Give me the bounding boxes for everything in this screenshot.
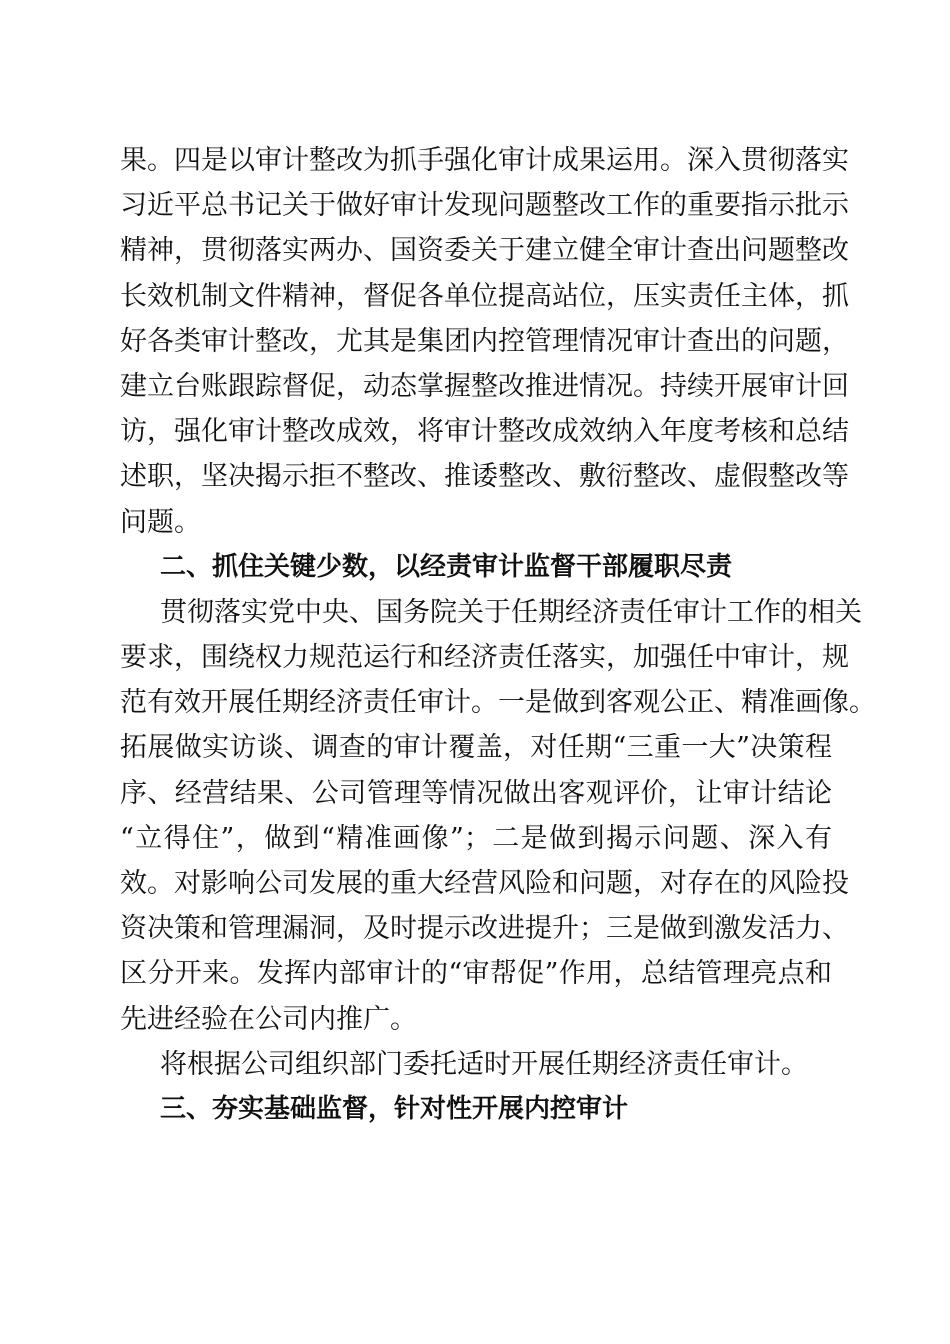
paragraph-line: 问题。: [120, 506, 201, 538]
paragraph-line: 述职，坚决揭示拒不整改、推诿整改、敷衍整改、虚假整改等: [120, 461, 849, 493]
paragraph-line: 资决策和管理漏洞，及时提示改进提升；三是做到激发活力、: [120, 913, 849, 945]
paragraph-line: 拓展做实访谈、调查的审计覆盖，对任期“三重一大”决策程: [120, 732, 832, 764]
paragraph-line: 好各类审计整改，尤其是集团内控管理情况审计查出的问题，: [120, 325, 849, 357]
paragraph-line: 要求，围绕权力规范运行和经济责任落实，加强任中审计，规: [120, 642, 849, 674]
paragraph-line: 长效机制文件精神，督促各单位提高站位，压实责任主体，抓: [120, 280, 849, 312]
paragraph-line: 序、经营结果、公司管理等情况做出客观评价，让审计结论: [120, 777, 832, 809]
paragraph-line: 习近平总书记关于做好审计发现问题整改工作的重要指示批示: [120, 190, 849, 222]
paragraph-line: 将根据公司组织部门委托适时开展任期经济责任审计。: [160, 1048, 808, 1080]
paragraph-line: 效。对影响公司发展的重大经营风险和问题，对存在的风险投: [120, 868, 849, 899]
section-heading-3: 三、夯实基础监督，针对性开展内控审计: [160, 1093, 629, 1124]
document-body: [120, 138, 876, 1132]
paragraph-line: 精神，贯彻落实两办、国资委关于建立健全审计查出问题整改: [120, 235, 849, 267]
paragraph-line: 建立台账跟踪督促，动态掌握整改推进情况。持续开展审计回: [120, 370, 849, 402]
paragraph-line: 范有效开展任期经济责任审计。一是做到客观公正、精准画像。: [120, 687, 876, 719]
section-heading-2: 二、抓住关键少数，以经责审计监督干部履职尽责: [160, 551, 733, 582]
paragraph-line: 访，强化审计整改成效，将审计整改成效纳入年度考核和总结: [120, 416, 849, 448]
paragraph-line: 先进经验在公司内推广。: [120, 1003, 417, 1035]
paragraph-line: 区分开来。发挥内部审计的“审帮促”作用，总结管理亮点和: [120, 958, 832, 990]
paragraph-line: 果。四是以审计整改为抓手强化审计成果运用。深入贯彻落实: [120, 145, 849, 176]
paragraph-line: “立得住”，做到“精准画像”；二是做到揭示问题、深入有: [120, 822, 832, 854]
paragraph-line: 贯彻落实党中央、国务院关于任期经济责任审计工作的相关: [160, 596, 862, 628]
